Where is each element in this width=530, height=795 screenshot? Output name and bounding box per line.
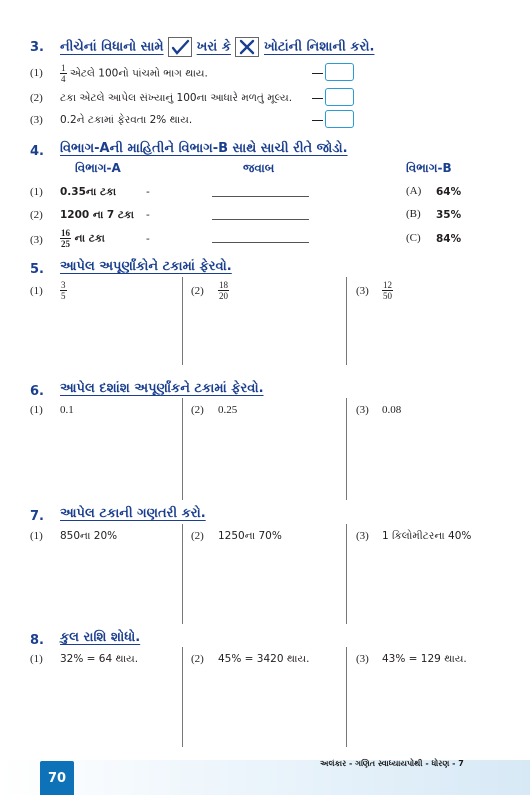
s3-row3-number: (3) xyxy=(30,114,43,126)
s4-row3-number: (3) xyxy=(30,234,43,246)
s5-item3-fraction: $\frac{12}{50}$ xyxy=(383,280,392,301)
section-5-number: 5. xyxy=(30,262,44,277)
section-3-title: નીચેનાં વિધાનો સામે ખરાં કે ખોટાંની નિશાની કરો. xyxy=(60,37,374,57)
fraction: $\frac{16}{25}$ xyxy=(61,228,70,249)
s4-row2-number: (2) xyxy=(30,209,43,221)
s6-item3-value: 0.08 xyxy=(382,404,402,416)
s8-item1-text: 32% = 64 થાય. xyxy=(60,653,139,665)
dash xyxy=(312,98,323,99)
s4-row1-number: (1) xyxy=(30,186,43,198)
s8-item3-text: 43% = 129 થાય. xyxy=(382,653,467,665)
s8-item1-number: (1) xyxy=(30,653,43,665)
dash xyxy=(312,120,323,121)
cross-icon xyxy=(235,37,259,57)
s7-item1-text: 850ના 20% xyxy=(60,530,118,542)
s8-item2-text: 45% = 3420 થાય. xyxy=(218,653,310,665)
section-8-number: 8. xyxy=(30,633,44,648)
column-divider xyxy=(346,277,347,365)
s6-item1-number: (1) xyxy=(30,404,43,416)
tick-icon xyxy=(168,37,192,57)
s6-item1-value: 0.1 xyxy=(60,404,74,416)
s3-row3-answer-box[interactable] xyxy=(325,110,354,128)
answer-column-header: જવાબ xyxy=(243,161,275,175)
s5-item1-number: (1) xyxy=(30,285,43,297)
s4-row2-answer-line[interactable] xyxy=(212,219,309,220)
column-divider xyxy=(182,398,183,500)
s3-row1-answer-box[interactable] xyxy=(325,63,354,81)
s3-row1-text: $\frac{1}{4}$ એટલે 100નો પાંચમો ભાગ થાય. xyxy=(61,63,208,84)
column-a-header: વિભાગ-A xyxy=(75,161,121,175)
section-7-number: 7. xyxy=(30,509,44,524)
s3-row3-text: 0.2ને ટકામાં ફેરવતા 2% થાય. xyxy=(60,114,193,126)
s7-item2-number: (2) xyxy=(191,530,204,542)
column-divider xyxy=(182,277,183,365)
section-6-number: 6. xyxy=(30,384,44,399)
s7-item3-number: (3) xyxy=(356,530,369,542)
s4-row3-answer-line[interactable] xyxy=(212,242,309,243)
section-6-title: આપેલ દશાંશ અપૂર્ણાંકને ટકામાં ફેરવો. xyxy=(60,381,264,396)
s5-item2-number: (2) xyxy=(191,285,204,297)
page-number: 70 xyxy=(40,761,74,795)
section-3-number: 3. xyxy=(30,40,44,55)
column-divider xyxy=(346,647,347,747)
column-divider xyxy=(182,647,183,747)
column-divider xyxy=(346,524,347,624)
s6-item2-number: (2) xyxy=(191,404,204,416)
s3-row2-answer-box[interactable] xyxy=(325,88,354,106)
column-divider xyxy=(346,398,347,500)
s4-option-b-value: 35% xyxy=(436,209,462,221)
s6-item2-value: 0.25 xyxy=(218,404,238,416)
section-4-number: 4. xyxy=(30,144,44,159)
s4-option-b-label: (B) xyxy=(406,208,421,220)
section-8-title: કુલ રાશિ શોધો. xyxy=(60,630,141,645)
s3-row2-text: ટકા એટલે આપેલ સંખ્યાનું 100ના આધારે મળતું મૂલ્ય. xyxy=(60,92,293,104)
s4-option-c-label: (C) xyxy=(406,232,421,244)
s4-row1-text: 0.35ના ટકા xyxy=(60,186,117,198)
section-5-title: આપેલ અપૂર્ણાંકોને ટકામાં ફેરવો. xyxy=(60,259,232,274)
s3-row1-number: (1) xyxy=(30,67,43,79)
s3-row2-number: (2) xyxy=(30,92,43,104)
column-divider xyxy=(182,524,183,624)
s5-item2-fraction: $\frac{18}{20}$ xyxy=(219,280,228,301)
s4-option-c-value: 84% xyxy=(436,233,462,245)
s4-row3-dash: - xyxy=(146,233,150,245)
s6-item3-number: (3) xyxy=(356,404,369,416)
s7-item1-number: (1) xyxy=(30,530,43,542)
s4-row1-dash: - xyxy=(146,186,150,198)
column-b-header: વિભાગ-B xyxy=(406,161,452,175)
s4-row1-answer-line[interactable] xyxy=(212,196,309,197)
s4-row2-dash: - xyxy=(146,209,150,221)
s5-item1-fraction: $\frac{3}{5}$ xyxy=(61,280,66,301)
fraction: $\frac{1}{4}$ xyxy=(61,63,66,84)
s5-item3-number: (3) xyxy=(356,285,369,297)
s7-item2-text: 1250ના 70% xyxy=(218,530,282,542)
dash xyxy=(312,73,323,74)
section-4-title: વિભાગ-Aની માહિતીને વિભાગ-B સાથે સાચી રીતે જોડો. xyxy=(60,141,348,156)
section-7-title: આપેલ ટકાની ગણતરી કરો. xyxy=(60,506,206,521)
s4-option-a-value: 64% xyxy=(436,186,462,198)
s4-row3-text: $\frac{16}{25}$ ના ટકા xyxy=(61,228,105,249)
s8-item3-number: (3) xyxy=(356,653,369,665)
s7-item3-text: 1 કિલોમીટરના 40% xyxy=(382,530,472,542)
s4-row2-text: 1200 ના 7 ટકા xyxy=(60,209,134,221)
s4-option-a-label: (A) xyxy=(406,185,422,197)
s8-item2-number: (2) xyxy=(191,653,204,665)
footer-book-title: અલંકાર - ગણિત સ્વાધ્યાયપોથી - ધોરણ - 7 xyxy=(320,759,464,768)
